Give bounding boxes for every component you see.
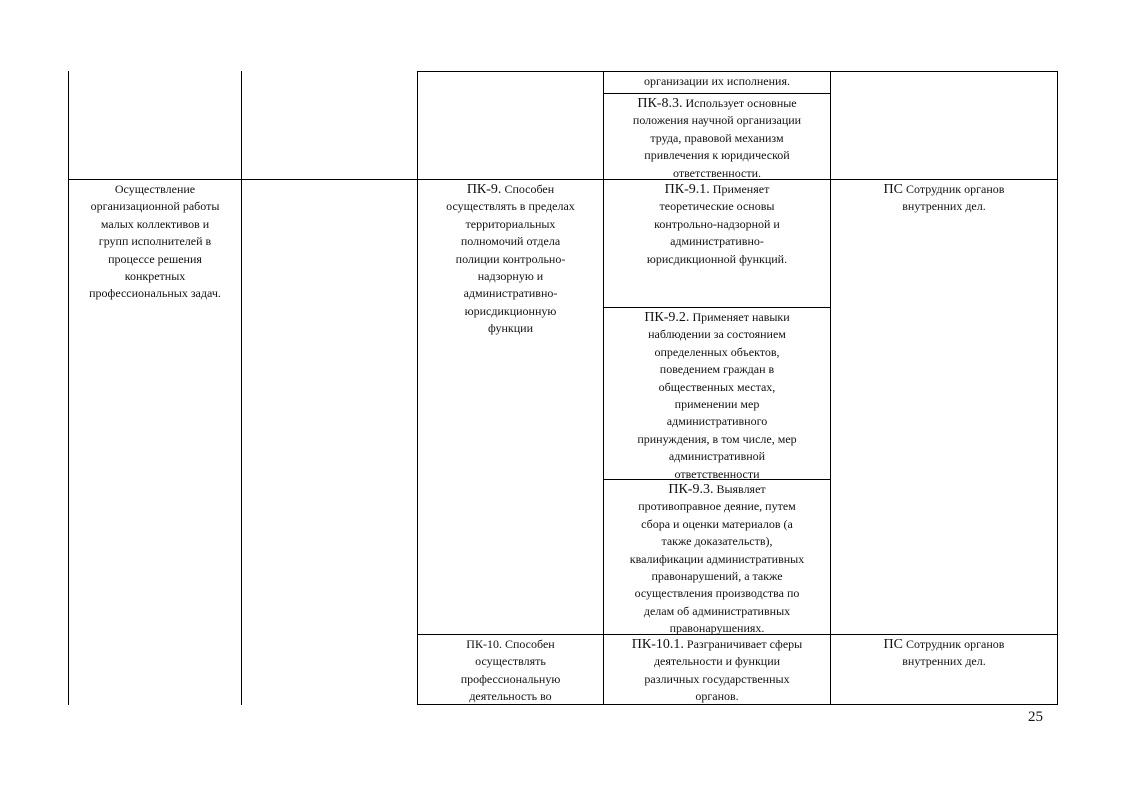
indicator-9-1-line: контрольно-надзорной и	[654, 216, 780, 231]
standard-ps-line: Сотрудник органов	[903, 637, 1005, 651]
competence-pk9-line: функции	[488, 321, 533, 336]
task-line: малых коллективов и	[100, 216, 210, 231]
page-number: 25	[1028, 709, 1043, 725]
competence-pk9-line: полномочий отдела	[460, 234, 561, 249]
indicator-10-1-code: ПК-10.1.	[631, 637, 684, 652]
competence-pk9-line: надзорную и	[477, 269, 544, 284]
indicator-10-1-cell	[604, 635, 830, 706]
task-cell	[69, 180, 241, 303]
indicator-8-3-cell	[604, 94, 830, 182]
indicator-9-1-line: административно-	[670, 234, 764, 249]
indicator-8-3-line: труда, правовой механизм	[650, 130, 784, 145]
standard-ps-line: Сотрудник органов	[903, 182, 1005, 196]
indicator-9-2-line: наблюдении за состоянием	[648, 327, 786, 342]
competence-pk10-line: ПК-10. Способен	[466, 637, 555, 651]
indicator-9-1-line: Применяет	[709, 182, 770, 196]
competence-pk9-cell	[418, 180, 603, 338]
task-line: организационной работы	[90, 199, 220, 214]
indicator-9-2-line: Применяет навыки	[689, 310, 790, 324]
indicator-9-2-line: ответственности	[674, 466, 760, 481]
indicator-9-1-line: теоретические основы	[659, 199, 775, 214]
indicator-9-3-line: Выявляет	[713, 482, 766, 496]
indicator-9-3-line: сбора и оценки материалов (а	[641, 516, 793, 531]
indicator-9-2-code: ПК-9.2.	[644, 310, 690, 325]
indicator-10-1-line: Разграничивает сферы	[683, 637, 803, 651]
competence-pk10-line: деятельность во	[469, 689, 552, 704]
competence-pk10-line: осуществлять	[475, 654, 546, 669]
competence-pk9-line: юрисдикционную	[464, 303, 557, 318]
indicator-9-1-cell	[604, 180, 830, 268]
standard-ps-code: ПС	[883, 182, 903, 197]
standard-ps-cell	[831, 180, 1057, 216]
competence-pk9-line: осуществлять в пределах	[446, 199, 575, 214]
competence-pk9-line: территориальных	[465, 216, 556, 231]
task-line: конкретных	[124, 269, 186, 284]
standard-ps-cell	[831, 635, 1057, 671]
competence-pk9-line: административно-	[463, 286, 558, 301]
indicator-9-2-line: применении мер	[674, 397, 760, 412]
indicator-8-3-line: положения научной организации	[632, 113, 802, 128]
task-line: групп исполнителей в	[98, 234, 212, 249]
indicator-10-1-line: органов.	[695, 689, 739, 704]
competence-pk9-line: полиции контрольно-	[455, 251, 566, 266]
indicator-9-3-line: осуществления производства по	[634, 586, 800, 601]
indicator-9-1-line: юрисдикционной функций.	[646, 251, 788, 266]
indicator-8-3-code: ПК-8.3.	[637, 96, 683, 111]
competence-pk9-code: ПК-9.	[466, 182, 502, 197]
indicator-9-3-line: квалификации административных	[629, 551, 805, 566]
indicator-9-2-line: общественных местах,	[658, 379, 776, 394]
task-line: профессиональных задач.	[89, 286, 221, 301]
indicator-9-3-line: также доказательств),	[661, 534, 773, 549]
indicator-9-2-line: административной	[668, 449, 766, 464]
standard-ps-line: внутренних дел.	[902, 654, 986, 669]
indicator-9-3-code: ПК-9.3.	[668, 482, 714, 497]
standard-ps-code: ПС	[883, 637, 903, 652]
indicator-8-3-line: ответственности.	[672, 165, 762, 180]
indicator-9-3-line: противоправное деяние, путем	[638, 499, 796, 514]
competence-pk10-cell	[418, 635, 603, 706]
indicator-9-3-line: правонарушений, а также	[651, 569, 783, 584]
indicator-9-3-line: делам об административных	[643, 603, 791, 618]
standard-ps-line: внутренних дел.	[902, 199, 986, 214]
indicator-8-3-line: привлечения к юридической	[644, 148, 790, 163]
competence-pk9-line: Способен	[501, 182, 555, 196]
row1-competence-cell	[604, 72, 830, 90]
indicator-9-3-cell	[604, 480, 830, 638]
task-line: Осуществление	[114, 182, 196, 196]
indicator-8-3-line: Использует основные	[682, 96, 797, 110]
competence-pk10-line: профессиональную	[460, 671, 561, 686]
indicator-9-2-line: административного	[666, 414, 768, 429]
indicator-9-2-cell	[604, 308, 830, 483]
row1-competence-line: организации их исполнения.	[644, 74, 790, 88]
indicator-9-2-line: поведением граждан в	[659, 362, 775, 377]
indicator-10-1-line: различных государственных	[644, 671, 790, 686]
indicator-9-2-line: принуждения, в том числе, мер	[637, 431, 797, 446]
indicator-9-3-line: правонарушениях.	[669, 621, 765, 636]
indicator-9-1-code: ПК-9.1.	[664, 182, 710, 197]
indicator-10-1-line: деятельности и функции	[653, 654, 781, 669]
indicator-9-2-line: определенных объектов,	[654, 344, 780, 359]
task-line: процессе решения	[108, 251, 202, 266]
